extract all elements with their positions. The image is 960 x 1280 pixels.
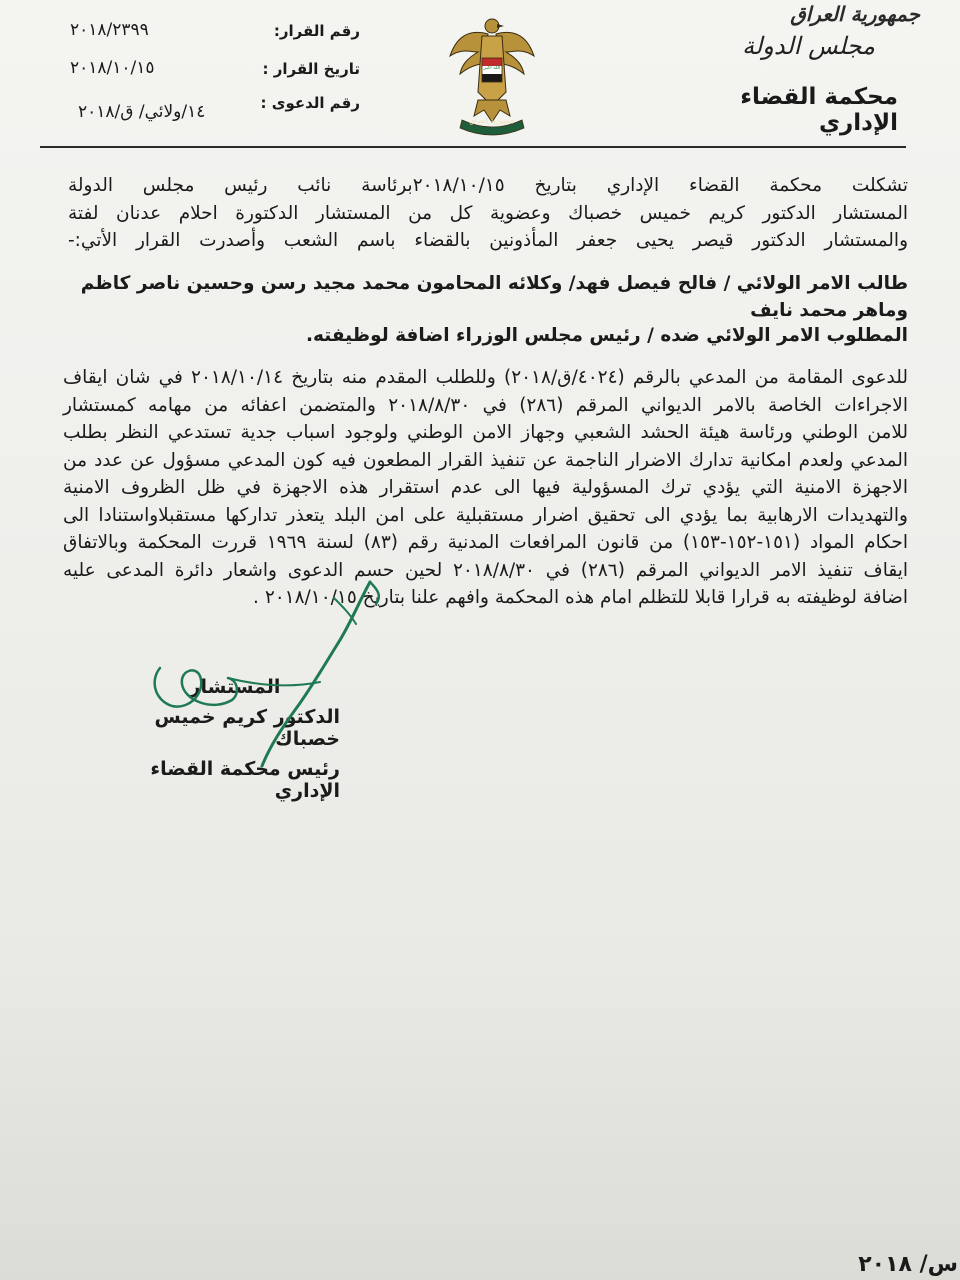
decision-line: الاجراءات الخاصة بالامر الديواني المرقم (٢٨٦) في ٢٠١٨/٨/٣٠ والمتضمن اعفائه من مهامه كمستشار bbox=[63, 394, 908, 416]
intro-line: والمستشار الدكتور قيصر يحيى جعفر المأذونين بالقضاء باسم الشعب وأصدرت القرار الأتي:- bbox=[68, 230, 908, 251]
case-number-row bbox=[50, 92, 360, 132]
decision-date-value: ٢٠١٨/١٠/١٥ bbox=[70, 58, 155, 78]
decision-number-label: رقم القرار: bbox=[273, 22, 360, 40]
decision-line: اضافة لوظيفته به قرارا قابلا للتظلم امام هذه المحكمة وافهم علنا بتاريخ ٢٠١٨/١٠/١٥ . bbox=[253, 587, 908, 608]
republic-line: جمهورية العراق bbox=[790, 2, 920, 26]
footer-stamp-text: س/ ٢٠١٨ bbox=[858, 1252, 958, 1277]
header-divider bbox=[40, 146, 906, 148]
decision-line: للامن الوطني ورئاسة هيئة الحشد الشعبي وجهاز الامن الوطني ولوجود اسباب جدية تستدعي النظر بطلب bbox=[63, 422, 908, 443]
respondent-line: المطلوب الامر الولائي ضده / رئيس مجلس الوزراء اضافة لوظيفته. bbox=[306, 325, 908, 346]
decision-line: للدعوى المقامة من المدعي بالرقم (٤٠٢٤/ق/٢٠١٨) وللطلب المقدم منه بتاريخ ٢٠١٨/١٠/١٤ في شان ايقاف bbox=[63, 367, 908, 388]
applicant-line-continued: وماهر محمد نايف bbox=[750, 300, 908, 321]
decision-number-row bbox=[50, 20, 360, 54]
decision-date-label: تاريخ القرار : bbox=[262, 60, 360, 78]
council-line: مجلس الدولة bbox=[742, 32, 875, 60]
signature-position: رئيس محكمة القضاء الإداري bbox=[150, 758, 340, 802]
decision-number-value: ٢٠١٨/٢٣٩٩ bbox=[70, 20, 149, 40]
decision-line: والتهديدات الارهابية بما يؤدي الى تحقيق اضرار مستقبلية على امن البلد يتعذر تداركها مستقبلاواستنادا الى bbox=[63, 504, 908, 526]
intro-line: تشكلت محكمة القضاء الإداري بتاريخ ٢٠١٨/١٠/١٥برئاسة نائب رئيس مجلس الدولة bbox=[68, 175, 908, 196]
signature-name: الدكتور كريم خميس خصباك bbox=[154, 706, 340, 750]
decision-line: احكام المواد (١٥١-١٥٢-١٥٣) من قانون المرافعات المدنية رقم (٨٣) لسنة ١٩٦٩ قررت المحكمة وبالاتفاق bbox=[63, 532, 908, 553]
intro-line: المستشار الدكتور كريم خميس خصباك وعضوية كل من المستشار الدكتورة احلام عدنان لفتة bbox=[68, 202, 908, 224]
case-number-label: رقم الدعوى : bbox=[260, 94, 360, 112]
signature-title: المستشار bbox=[189, 676, 281, 698]
court-name: محكمة القضاء الإداري bbox=[740, 84, 898, 136]
handwritten-signature-icon bbox=[120, 560, 400, 780]
decision-line: الاجهزة الامنية التي يؤدي ترك المسؤولية فيها الى عدم استقرار هذه الاجهزة في ظل الظروف الامنية bbox=[63, 477, 908, 498]
applicant-line: طالب الامر الولائي / فالح فيصل فهد/ وكلائه المحامون محمد مجيد رسن وحسين ناصر كاظم bbox=[80, 273, 908, 294]
case-number-value: ١٤/ولائي/ ق/٢٠١٨ bbox=[78, 102, 206, 122]
decision-line: ايقاف تنفيذ الامر الديواني المرقم (٢٨٦) في ٢٠١٨/٨/٣٠ لحين حسم الدعوى واشعار دائرة المدعى عليه bbox=[63, 559, 908, 581]
emblem-caption: جمهورية العراق bbox=[469, 117, 515, 125]
intro-paragraph bbox=[68, 172, 908, 255]
decision-date-row bbox=[50, 58, 360, 92]
flag-text: الله اكبر bbox=[483, 65, 501, 71]
decision-line: المدعي ولعدم امكانية تدارك الاضرار الناجمة عن تنفيذ القرار المطعون فيه كون المدعي مسؤول عن عدد من bbox=[63, 449, 908, 471]
